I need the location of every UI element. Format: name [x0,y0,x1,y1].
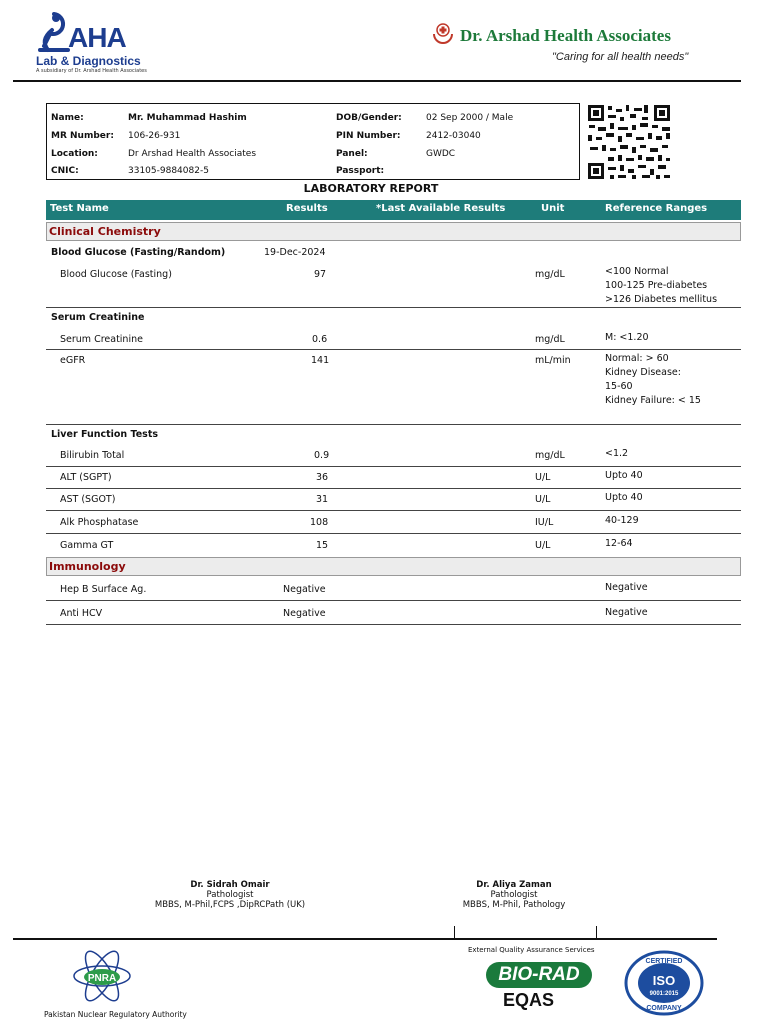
patient-name: Mr. Muhammad Hashim [128,113,247,123]
row-glucose-ref1: <100 Normal [605,266,669,277]
row-alt-name: ALT (SGPT) [60,472,112,483]
group-blood-glucose: Blood Glucose (Fasting/Random) [51,247,226,258]
glucose-date: 19-Dec-2024 [264,247,326,258]
row-divider [46,307,741,308]
sig2-quals: MBBS, M-Phil, Pathology [462,900,566,910]
cnic-label: CNIC: [51,166,79,176]
row-hcv-result: Negative [283,608,326,619]
tagline: "Caring for all health needs" [552,51,689,63]
row-alt-result: 36 [316,472,329,483]
row-ggt-unit: U/L [535,540,551,551]
panel: GWDC [426,149,456,159]
lab-brand: AHA [68,22,126,53]
sig2-title: Pathologist [490,890,538,900]
col-test-name: Test Name [50,203,109,214]
row-divider [46,466,741,467]
col-unit: Unit [541,203,565,214]
sig-tick [596,926,597,938]
sig1-title: Pathologist [206,890,254,900]
row-alk-unit: IU/L [535,517,554,528]
row-creat-ref1: M: <1.20 [605,332,649,343]
lab-tiny: A subsidiary of Dr. Arshad Health Associates [36,68,147,74]
eqas-logo: EQAS [503,990,555,1010]
row-divider [46,533,741,534]
row-creat-result: 0.6 [312,334,328,345]
row-bili-name: Bilirubin Total [60,450,125,461]
row-ast-result: 31 [316,494,329,505]
row-alk-name: Alk Phosphatase [60,517,139,528]
row-bili-ref1: <1.2 [605,448,629,459]
org-name: Dr. Arshad Health Associates [460,26,671,45]
row-divider [46,424,741,425]
row-glucose-ref2: 100-125 Pre-diabetes [605,280,708,291]
dob-gender: 02 Sep 2000 / Male [426,113,514,123]
row-glucose-result: 97 [314,269,327,280]
mr-label: MR Number: [51,131,114,141]
row-hcv-name: Anti HCV [60,608,103,619]
row-alk-ref1: 40-129 [605,515,639,526]
cnic: 33105-9884082-5 [128,166,209,176]
col-reference: Reference Ranges [605,203,708,214]
row-hepb-result: Negative [283,584,326,595]
eqas-caption: External Quality Assurance Services [468,946,595,954]
row-divider [46,510,741,511]
iso-top-text: CERTIFIED [645,958,683,965]
row-alk-result: 108 [310,517,329,528]
row-divider [46,488,741,489]
group-serum-creatinine: Serum Creatinine [51,312,145,323]
sig-tick [454,926,455,938]
col-last-results: *Last Available Results [376,203,506,214]
pnra-text: Pakistan Nuclear Regulatory Authority [44,1010,187,1019]
pin-label: PIN Number: [336,131,401,141]
location-label: Location: [51,149,98,159]
row-egfr-ref4: Kidney Failure: < 15 [605,395,701,406]
row-glucose-ref3: >126 Diabetes mellitus [605,294,718,305]
section-immunology: Immunology [46,557,741,576]
signature-1 [110,880,350,910]
iso-badge-icon [624,950,704,1016]
pnra-logo-text: PNRA [87,973,117,984]
row-divider [46,600,741,601]
row-ggt-name: Gamma GT [60,540,114,551]
row-bili-result: 0.9 [314,450,330,461]
row-alt-unit: U/L [535,472,551,483]
header-divider [13,80,741,82]
row-hepb-name: Hep B Surface Ag. [60,584,147,595]
row-hcv-ref1: Negative [605,607,648,618]
pnra-logo-icon [70,944,134,1008]
row-ggt-result: 15 [316,540,329,551]
iso-mid-text: ISO [652,973,676,988]
section-clinical-chemistry: Clinical Chemistry [46,222,741,241]
iso-bottom-text: COMPANY [646,1005,682,1012]
row-egfr-ref2: Kidney Disease: [605,367,681,378]
sig1-quals: MBBS, M-Phil,FCPS ,DipRCPath (UK) [154,900,306,910]
name-label: Name: [51,113,84,123]
passport-label: Passport: [336,166,385,176]
row-ast-ref1: Upto 40 [605,492,643,503]
row-egfr-ref3: 15-60 [605,381,633,392]
row-bili-unit: mg/dL [535,450,565,461]
report-title: LABORATORY REPORT [303,182,439,195]
iso-num-text: 9001:2015 [649,991,679,997]
mr-number: 106-26-931 [128,131,181,141]
col-results: Results [286,203,328,214]
row-ggt-ref1: 12-64 [605,538,633,549]
row-egfr-name: eGFR [60,355,86,366]
signature-2 [394,880,634,910]
row-creat-name: Serum Creatinine [60,334,143,345]
row-glucose-unit: mg/dL [535,269,565,280]
biorad-logo: BIO-RAD [486,962,592,988]
row-egfr-unit: mL/min [535,355,571,366]
table-header [46,200,741,220]
sig1-name: Dr. Sidrah Omair [190,880,270,890]
row-hepb-ref1: Negative [605,582,648,593]
row-divider [46,349,741,350]
location: Dr Arshad Health Associates [128,149,257,159]
row-creat-unit: mg/dL [535,334,565,345]
row-egfr-result: 141 [311,355,330,366]
lab-subtitle: Lab & Diagnostics [36,54,141,68]
row-divider [46,624,741,625]
panel-label: Panel: [336,149,368,159]
qr-code-icon [586,103,672,181]
footer-divider [13,938,717,940]
group-liver-function: Liver Function Tests [51,429,159,440]
dob-label: DOB/Gender: [336,113,402,123]
row-ast-name: AST (SGOT) [60,494,116,505]
row-alt-ref1: Upto 40 [605,470,643,481]
row-glucose-name: Blood Glucose (Fasting) [60,269,172,280]
sig2-name: Dr. Aliya Zaman [476,880,552,890]
pin-number: 2412-03040 [426,131,481,141]
org-cross-icon [430,20,456,46]
row-ast-unit: U/L [535,494,551,505]
row-egfr-ref1: Normal: > 60 [605,353,669,364]
